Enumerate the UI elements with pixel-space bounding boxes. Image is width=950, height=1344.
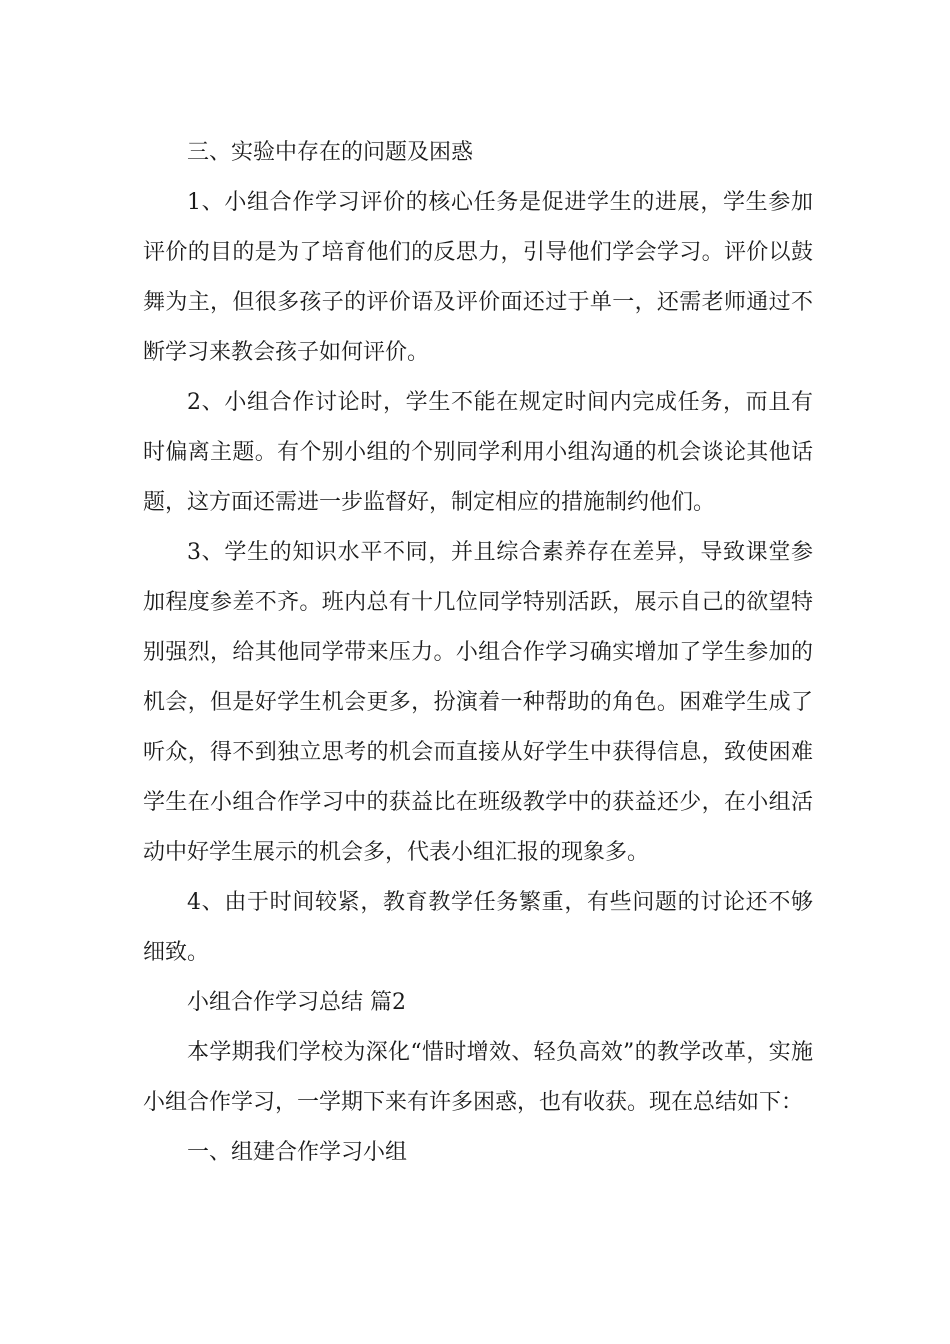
paragraph-item-1: 1、小组合作学习评价的核心任务是促进学生的进展，学生参加评价的目的是为了培育他们的反思力，引导他们学会学习。评价以鼓舞为主，但很多孩子的评价语及评价面还过于单一，还需老师通过不断学习来教会孩子如何评价。 [143, 190, 813, 365]
paragraph-item-4: 4、由于时间较紧，教育教学任务繁重，有些问题的讨论还不够细致。 [143, 890, 813, 965]
article-title-part-2: 小组合作学习总结 篇2 [187, 990, 406, 1015]
paragraph-item-2: 2、小组合作讨论时，学生不能在规定时间内完成任务，而且有时偏离主题。有个别小组的个别同学利用小组沟通的机会谈论其他话题，这方面还需进一步监督好，制定相应的措施制约他们。 [143, 390, 813, 515]
section-heading-groups: 一、组建合作学习小组 [187, 1140, 408, 1165]
intro-paragraph: 本学期我们学校为深化“惜时增效、轻负高效”的教学改革，实施小组合作学习，一学期下来有许多困惑，也有收获。现在总结如下： [143, 1040, 813, 1115]
paragraph-item-3: 3、学生的知识水平不同，并且综合素养存在差异，导致课堂参加程度参差不齐。班内总有十几位同学特别活跃，展示自己的欲望特别强烈，给其他同学带来压力。小组合作学习确实增加了学生参加的机会，但是好学生机会更多，扮演着一种帮助的角色。困难学生成了听众，得不到独立思考的机会而直接从好学生中获得信息，致使困难学生在小组合作学习中的获益比在班级教学中的获益还少，在小组活动中好学生展示的机会多，代表小组汇报的现象多。 [143, 540, 813, 865]
section-heading-problems: 三、实验中存在的问题及困惑 [187, 140, 474, 165]
document-body [143, 128, 813, 1178]
